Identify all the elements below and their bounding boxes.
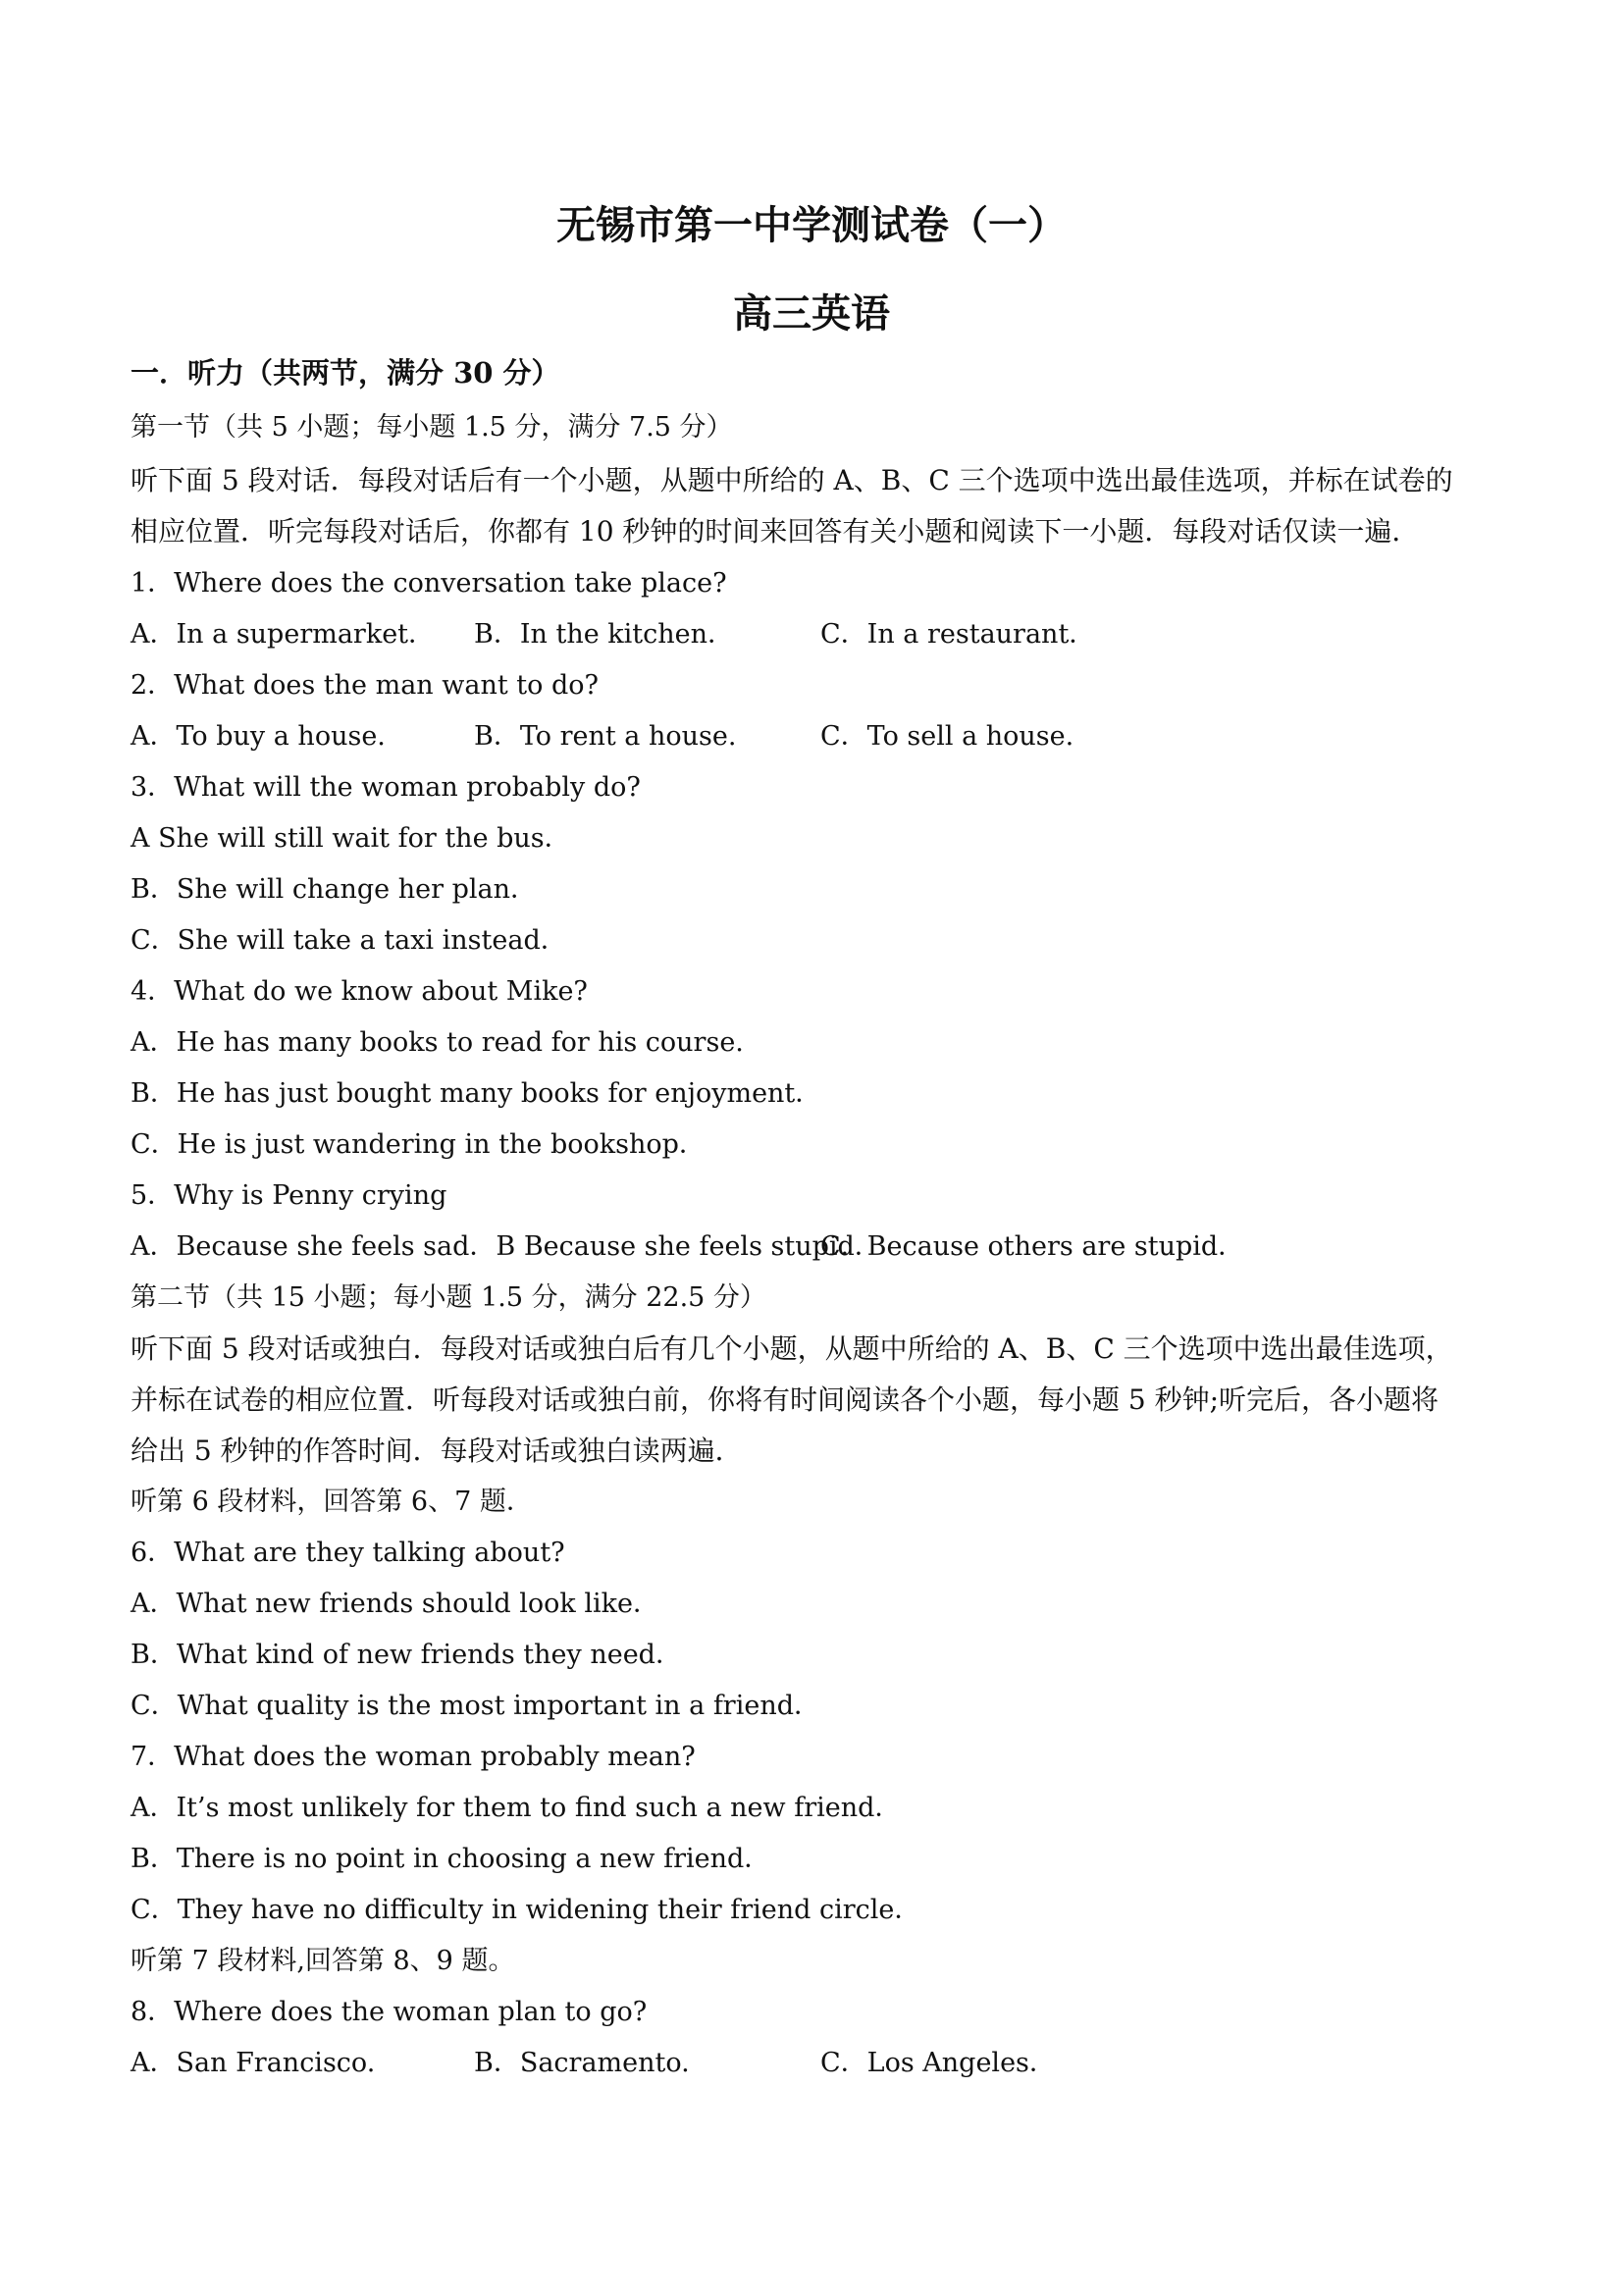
question-3-stem: 3．What will the woman probably do?: [131, 772, 641, 803]
question-3-option-c: C．She will take a taxi instead．: [131, 925, 567, 956]
section-heading-listening: 一．听力（共两节，满分 30 分）: [131, 356, 560, 390]
question-7-stem: 7．What does the woman probably mean?: [131, 1742, 696, 1772]
question-2-option-a: A．To buy a house.: [131, 721, 386, 752]
part2-title: 第二节（共 15 小题；每小题 1.5 分，满分 22.5 分）: [131, 1282, 766, 1313]
question-3-option-a: A She will still wait for the bus．: [131, 823, 571, 854]
material-6-label: 听第 6 段材料，回答第 6、7 题．: [131, 1487, 533, 1517]
question-2-option-b: B．To rent a house.: [474, 721, 737, 752]
question-1-option-b: B．In the kitchen．: [474, 619, 735, 650]
question-8-option-b: B．Sacramento.: [474, 2048, 690, 2078]
question-4-option-c: C．He is just wandering in the bookshop．: [131, 1129, 706, 1160]
question-5-options-a-b: A．Because she feels sad．B Because she feels stupid．: [131, 1231, 881, 1262]
question-6-option-a: A．What new friends should look like．: [131, 1589, 659, 1619]
question-2-stem: 2．What does the man want to do?: [131, 670, 600, 701]
question-4-stem: 4．What do we know about Mike?: [131, 976, 588, 1007]
question-8-option-c: C．Los Angeles．: [820, 2048, 1056, 2078]
exam-subtitle: 高三英语: [733, 290, 890, 337]
question-4-option-a: A．He has many books to read for his course.: [131, 1027, 744, 1058]
part2-instructions-line3: 给出 5 秒钟的作答时间．每段对话或独白读两遍．: [131, 1435, 743, 1467]
question-7-option-a: A．It’s most unlikely for them to find such a new friend．: [131, 1793, 902, 1823]
question-6-stem: 6．What are they talking about?: [131, 1538, 565, 1568]
question-1-option-a: A．In a supermarket．: [131, 619, 436, 650]
question-3-option-b: B．She will change her plan．: [131, 874, 537, 905]
question-2-option-c: C．To sell a house.: [820, 721, 1074, 752]
part1-instructions-line2: 相应位置．听完每段对话后，你都有 10 秒钟的时间来回答有关小题和阅读下一小题．每段对话仅读一遍．: [131, 515, 1420, 548]
question-5-stem: 5．Why is Penny crying: [131, 1180, 447, 1211]
question-1-option-c: C．In a restaurant．: [820, 619, 1096, 650]
question-7-option-c: C．They have no difficulty in widening their friend circle．: [131, 1895, 921, 1925]
part2-instructions-line1: 听下面 5 段对话或独白．每段对话或独白后有几个小题，从题中所给的 A、B、C 三个选项中选出最佳选项，: [131, 1332, 1453, 1365]
question-8-option-a: A．San Francisco.: [131, 2048, 376, 2078]
question-6-option-b: B．What kind of new friends they need．: [131, 1640, 682, 1670]
question-1-stem: 1．Where does the conversation take place?: [131, 568, 727, 599]
question-5-option-c: C．Because others are stupid．: [820, 1231, 1245, 1262]
question-7-option-b: B．There is no point in choosing a new friend．: [131, 1844, 771, 1874]
part1-title: 第一节（共 5 小题；每小题 1.5 分，满分 7.5 分）: [131, 412, 733, 443]
question-4-option-b: B．He has just bought many books for enjoyment．: [131, 1078, 822, 1109]
question-8-stem: 8．Where does the woman plan to go?: [131, 1997, 648, 2027]
part1-instructions-line1: 听下面 5 段对话．每段对话后有一个小题，从题中所给的 A、B、C 三个选项中选出最佳选项，并标在试卷的: [131, 464, 1453, 496]
question-6-option-c: C．What quality is the most important in a friend．: [131, 1691, 821, 1721]
part2-instructions-line2: 并标在试卷的相应位置．听每段对话或独白前，你将有时间阅读各个小题，每小题 5 秒钟;听完后，各小题将: [131, 1383, 1440, 1416]
exam-title: 无锡市第一中学测试卷（一）: [556, 202, 1067, 248]
material-7-label: 听第 7 段材料,回答第 8、9 题。: [131, 1946, 515, 1976]
